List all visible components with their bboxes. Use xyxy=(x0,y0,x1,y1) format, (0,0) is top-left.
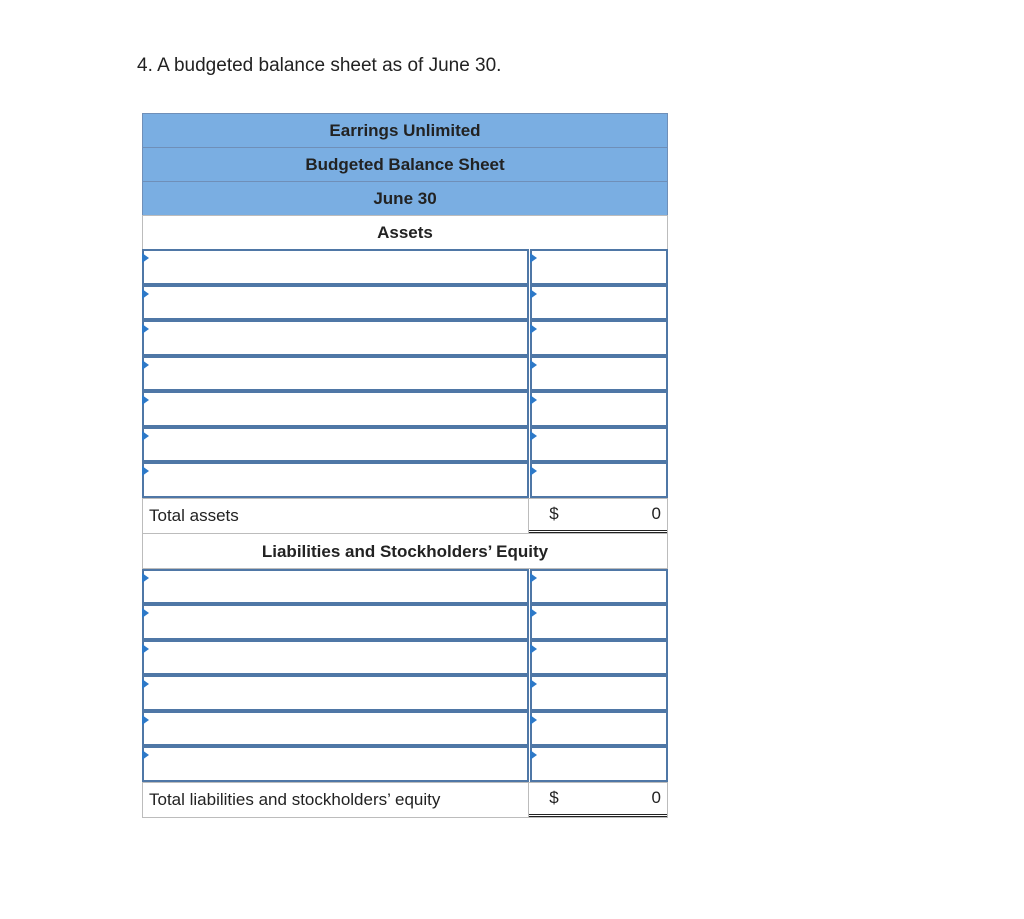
total-liabilities-amount xyxy=(529,783,667,817)
asset-row xyxy=(142,249,668,285)
liability-amount-input[interactable] xyxy=(532,748,666,780)
asset-label-cell xyxy=(142,462,529,498)
asset-label-cell xyxy=(142,285,529,321)
liability-label-input[interactable] xyxy=(144,748,527,780)
dropdown-marker-icon xyxy=(142,573,149,583)
asset-label-input[interactable] xyxy=(144,429,527,461)
currency-symbol: $ xyxy=(549,788,559,807)
total-assets-value: 0 xyxy=(651,504,661,523)
asset-amount-cell xyxy=(530,462,668,498)
liability-amount-input[interactable] xyxy=(532,642,666,674)
liability-label-cell xyxy=(142,675,529,711)
liability-label-cell xyxy=(142,604,529,640)
liability-label-input[interactable] xyxy=(144,606,527,638)
total-liabilities-row xyxy=(142,782,668,818)
liability-label-input[interactable] xyxy=(144,642,527,674)
asset-amount-input[interactable] xyxy=(532,251,666,283)
liability-row xyxy=(142,746,668,782)
asset-label-cell xyxy=(142,320,529,356)
asset-label-cell xyxy=(142,249,529,285)
liability-amount-input[interactable] xyxy=(532,606,666,638)
dropdown-marker-icon xyxy=(530,608,537,618)
asset-amount-cell xyxy=(530,356,668,392)
total-assets-amount xyxy=(529,499,667,533)
asset-row xyxy=(142,356,668,392)
question-text: 4. A budgeted balance sheet as of June 30. xyxy=(137,55,502,76)
dropdown-marker-icon xyxy=(142,644,149,654)
dropdown-marker-icon xyxy=(142,431,149,441)
asset-amount-input[interactable] xyxy=(532,358,666,390)
asset-amount-cell xyxy=(530,427,668,463)
asset-row xyxy=(142,427,668,463)
statement-title: Budgeted Balance Sheet xyxy=(142,147,668,181)
liability-rows xyxy=(142,569,668,782)
asset-row xyxy=(142,391,668,427)
liability-amount-cell xyxy=(530,711,668,747)
dropdown-marker-icon xyxy=(530,644,537,654)
asset-label-input[interactable] xyxy=(144,464,527,496)
liability-amount-cell xyxy=(530,569,668,605)
asset-amount-cell xyxy=(530,391,668,427)
asset-rows xyxy=(142,249,668,498)
asset-row xyxy=(142,320,668,356)
statement-date: June 30 xyxy=(142,181,668,215)
assets-heading: Assets xyxy=(142,215,668,249)
dropdown-marker-icon xyxy=(142,253,149,263)
currency-symbol: $ xyxy=(549,504,559,523)
asset-amount-cell xyxy=(530,320,668,356)
asset-row xyxy=(142,285,668,321)
dropdown-marker-icon xyxy=(530,253,537,263)
liability-amount-input[interactable] xyxy=(532,677,666,709)
dropdown-marker-icon xyxy=(530,679,537,689)
dropdown-marker-icon xyxy=(142,750,149,760)
dropdown-marker-icon xyxy=(142,679,149,689)
asset-label-cell xyxy=(142,356,529,392)
total-liabilities-value: 0 xyxy=(651,788,661,807)
dropdown-marker-icon xyxy=(142,608,149,618)
balance-sheet-table xyxy=(142,113,668,818)
dropdown-marker-icon xyxy=(530,750,537,760)
total-assets-row xyxy=(142,498,668,534)
asset-amount-input[interactable] xyxy=(532,393,666,425)
total-liabilities-label: Total liabilities and stockholders’ equity xyxy=(143,783,529,817)
asset-label-cell xyxy=(142,391,529,427)
dropdown-marker-icon xyxy=(142,289,149,299)
dropdown-marker-icon xyxy=(142,466,149,476)
asset-amount-cell xyxy=(530,285,668,321)
liability-label-cell xyxy=(142,746,529,782)
dropdown-marker-icon xyxy=(142,715,149,725)
liability-row xyxy=(142,569,668,605)
dropdown-marker-icon xyxy=(530,466,537,476)
asset-label-input[interactable] xyxy=(144,287,527,319)
dropdown-marker-icon xyxy=(530,324,537,334)
asset-amount-input[interactable] xyxy=(532,322,666,354)
dropdown-marker-icon xyxy=(530,395,537,405)
asset-amount-input[interactable] xyxy=(532,429,666,461)
liability-label-input[interactable] xyxy=(144,677,527,709)
company-name: Earrings Unlimited xyxy=(142,113,668,147)
liability-amount-input[interactable] xyxy=(532,571,666,603)
asset-label-input[interactable] xyxy=(144,251,527,283)
asset-row xyxy=(142,462,668,498)
liability-row xyxy=(142,604,668,640)
liability-amount-input[interactable] xyxy=(532,713,666,745)
dropdown-marker-icon xyxy=(142,360,149,370)
dropdown-marker-icon xyxy=(530,715,537,725)
total-assets-label: Total assets xyxy=(143,499,529,533)
asset-amount-cell xyxy=(530,249,668,285)
asset-label-input[interactable] xyxy=(144,322,527,354)
liability-amount-cell xyxy=(530,640,668,676)
liability-label-cell xyxy=(142,569,529,605)
asset-label-cell xyxy=(142,427,529,463)
liability-row xyxy=(142,711,668,747)
liability-label-cell xyxy=(142,711,529,747)
asset-amount-input[interactable] xyxy=(532,287,666,319)
liability-amount-cell xyxy=(530,675,668,711)
dropdown-marker-icon xyxy=(530,360,537,370)
asset-label-input[interactable] xyxy=(144,393,527,425)
asset-label-input[interactable] xyxy=(144,358,527,390)
dropdown-marker-icon xyxy=(530,573,537,583)
liability-label-input[interactable] xyxy=(144,571,527,603)
dropdown-marker-icon xyxy=(530,431,537,441)
dropdown-marker-icon xyxy=(530,289,537,299)
liability-row xyxy=(142,675,668,711)
asset-amount-input[interactable] xyxy=(532,464,666,496)
liability-amount-cell xyxy=(530,746,668,782)
liability-label-cell xyxy=(142,640,529,676)
liabilities-heading: Liabilities and Stockholders’ Equity xyxy=(142,534,668,569)
liability-label-input[interactable] xyxy=(144,713,527,745)
dropdown-marker-icon xyxy=(142,395,149,405)
liability-amount-cell xyxy=(530,604,668,640)
dropdown-marker-icon xyxy=(142,324,149,334)
liability-row xyxy=(142,640,668,676)
